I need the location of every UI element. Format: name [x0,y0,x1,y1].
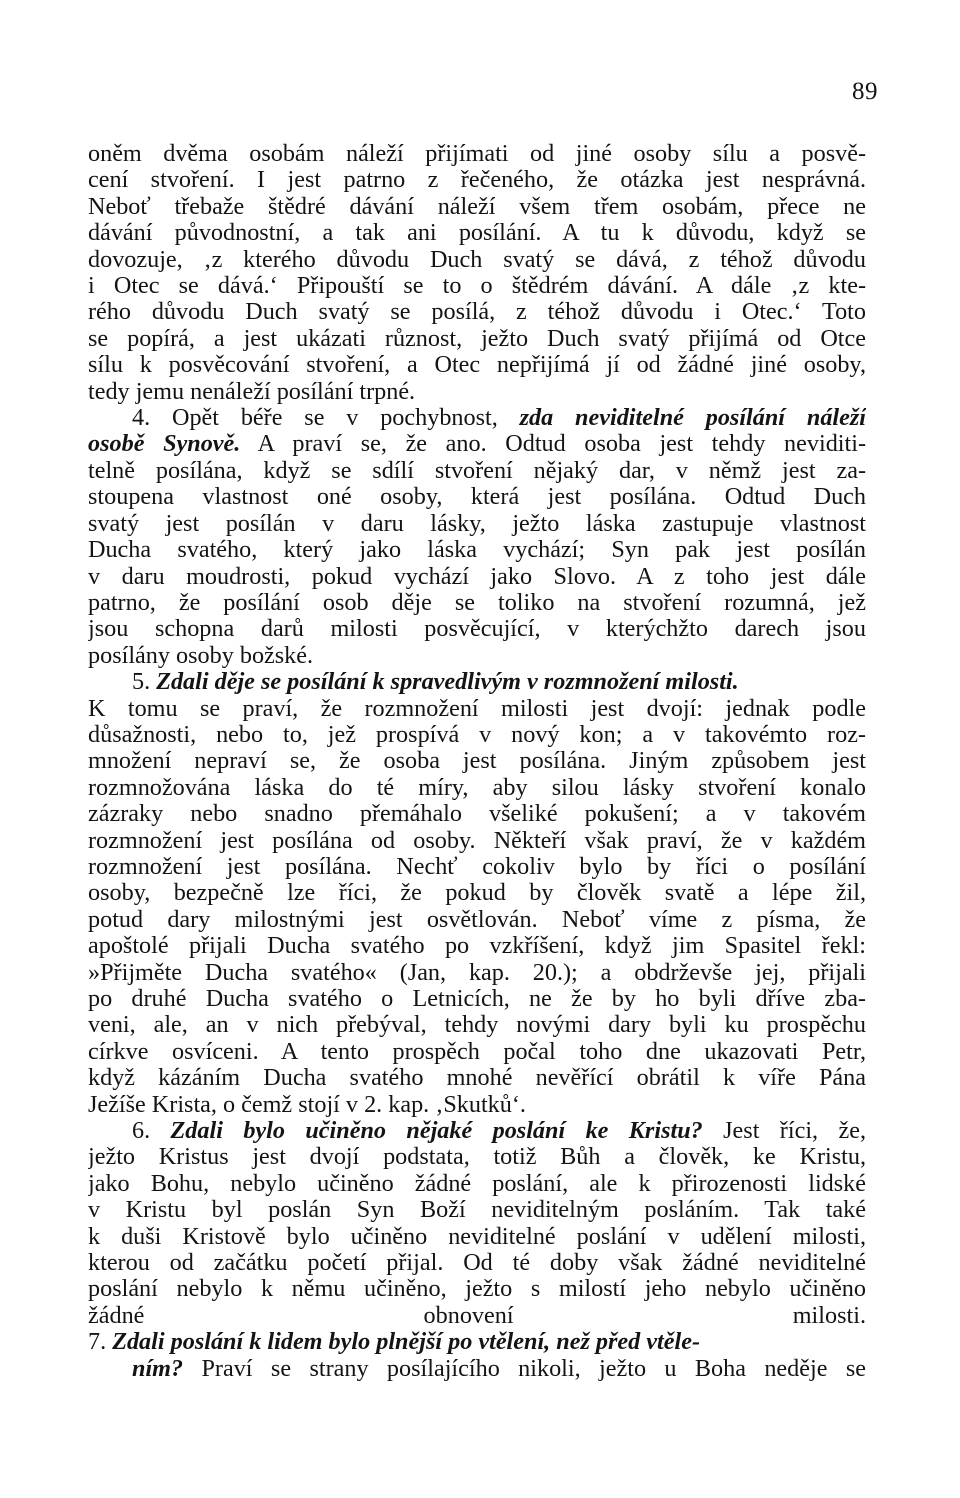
text-line: dávání původnostní, a tak ani posílání. A tu k důvodu, když se [88,220,866,247]
text-line: po druhé Ducha svatého o Letnicích, ne že by ho byli dříve zba- [88,986,866,1012]
text-line: K tomu se praví, že rozmnožení milosti jest dvojí: jednak podle [88,695,866,722]
text-segment: 4. Opět béře se v pochybnost, [132,405,520,432]
text-line: patrno, že posílání osob děje se toliko na stvoření rozumná, jež [88,589,866,616]
text-line: stoupena vlastnost oné osoby, která jest posílána. Odtud Duch [88,484,866,511]
text-line: kterou od začátku početí přijal. Od té doby však žádné neviditelné [88,1250,866,1277]
italic-heading: Zdali děje se posílání k spravedlivým v rozmnožení milosti. [156,669,739,696]
text-line: k duši Kristově bylo učiněno neviditelné poslání v udělení milosti, [88,1223,866,1250]
text-line: když kázáním Ducha svatého mnohé nevěřící obrátil k víře Pána [88,1065,866,1092]
text-line [88,405,866,431]
text-line: osoby, bezpečně lze říci, že pokud by člověk svatě a lépe žil, [88,880,866,907]
italic-heading: Zdali poslání k lidem bylo plnější po vtělení, než před vtěle- [112,1329,701,1356]
text-line: apoštolé přijali Ducha svatého po vzkříšení, když jim Spasitel řekl: [88,933,866,960]
text-line: rého důvodu Duch svatý se posílá, z téhož důvodu i Otec.‘ Toto [88,299,866,326]
italic-heading: Zdali bylo učiněno nějaké poslání ke Kristu? [170,1118,703,1145]
text-line: církve osvíceni. A tento prospěch počal toho dne ukazovati Petr, [88,1038,866,1065]
italic-heading: ním? [132,1355,184,1382]
text-line: potud dary milostnými jest osvětlován. Neboť víme z písma, že [88,906,866,933]
italic-heading: zda neviditelné posílání náleží [519,405,866,432]
text-line: ježto Kristus jest dvojí podstata, totiž Bůh a člověk, ke Kristu, [88,1144,866,1171]
text-line: v Kristu byl poslán Syn Boží neviditelným posláním. Tak také [88,1197,866,1224]
text-line: svatý jest posílán v daru lásky, ježto láska zastupuje vlastnost [88,510,866,537]
text-line: poslání nebylo k němu učiněno, ježto s milostí jeho nebylo učiněno [88,1276,866,1303]
text-line: zázraky nebo snadno přemáhalo všeliké pokušení; a v takovém [88,801,866,828]
text-line: jako Bohu, nebylo učiněno žádné poslání, ale k přirozenosti lidské [88,1170,866,1197]
text-line [88,669,866,695]
text-line: množení nepraví se, že osoba jest posílána. Jiným způsobem jest [88,748,866,775]
text-line: »Přijměte Ducha svatého« (Jan, kap. 20.); a obdrževše jej, přijali [88,959,866,986]
text-line: rozmnožení jest posílána. Nechť cokoliv bylo by říci o posílání [88,853,866,880]
text-line: dovozuje, ‚z kterého důvodu Duch svatý se dává, z téhož důvodu [88,246,866,273]
text-line: rozmnožení jest posílána od osoby. Někteří však praví, že v každém [88,827,866,854]
text-segment: 5. [132,669,157,696]
text-line: tedy jemu nenáleží posílání trpné. [88,378,416,405]
text-line: i Otec se dává.‘ Připouští se to o štědrém dávání. A dále ‚z kte- [88,273,866,300]
text-line: se popírá, a jest ukázati různost, ježto Duch svatý přijímá od Otce [88,325,866,352]
text-line: telně posílána, když se sdílí stvoření nějaký dar, v němž jest za- [88,457,866,484]
text-line: rozmnožována láska do té míry, aby silou lásky stvoření konalo [88,774,866,801]
text-line: důsažnosti, nebo to, jež prospívá v nový kon; a v takovémto roz- [88,721,866,748]
text-line: posílány osoby božské. [88,642,314,669]
text-line: sílu k posvěcování stvoření, a Otec nepřijímá jí od žádné jiné osoby, [88,352,866,379]
text-line [88,431,866,457]
text-line: Ducha svatého, který jako láska vychází; Syn pak jest posílán [88,537,866,564]
text-line: oněm dvěma osobám náleží přijímati od jiné osoby sílu a posvě- [88,141,866,167]
page-number: 89 [852,78,878,105]
text-line [88,1118,866,1144]
text-line: žádné obnovení milosti. [88,1302,866,1329]
text-segment: Praví se strany posílajícího nikoli, ježto u Boha neděje se [183,1355,866,1382]
italic-heading: osobě Synově. [88,431,241,458]
text-line: Neboť třebaže štědré dávání náleží všem třem osobám, přece ne [88,193,866,220]
text-line [88,1329,866,1355]
text-line: Ježíše Krista, o čemž stojí v 2. kap. ‚Skutků‘. [88,1091,526,1118]
text-segment: 6. [132,1118,171,1145]
text-segment: A praví se, že ano. Odtud osoba jest tehdy neviditi- [240,431,866,458]
page-body [88,141,866,1382]
text-line: cení stvoření. I jest patrno z řečeného, že otázka jest nesprávná. [88,167,866,194]
text-line [88,1356,866,1382]
text-segment: 7. [88,1329,113,1356]
text-line: veni, ale, an v nich přebýval, tehdy novými dary byli ku prospěchu [88,1012,866,1039]
text-line: jsou schopna darů milosti posvěcující, v kterýchžto darech jsou [88,616,866,643]
text-line: v daru moudrosti, pokud vychází jako Slovo. A z toho jest dále [88,563,866,590]
text-segment: Jest říci, že, [702,1118,866,1145]
